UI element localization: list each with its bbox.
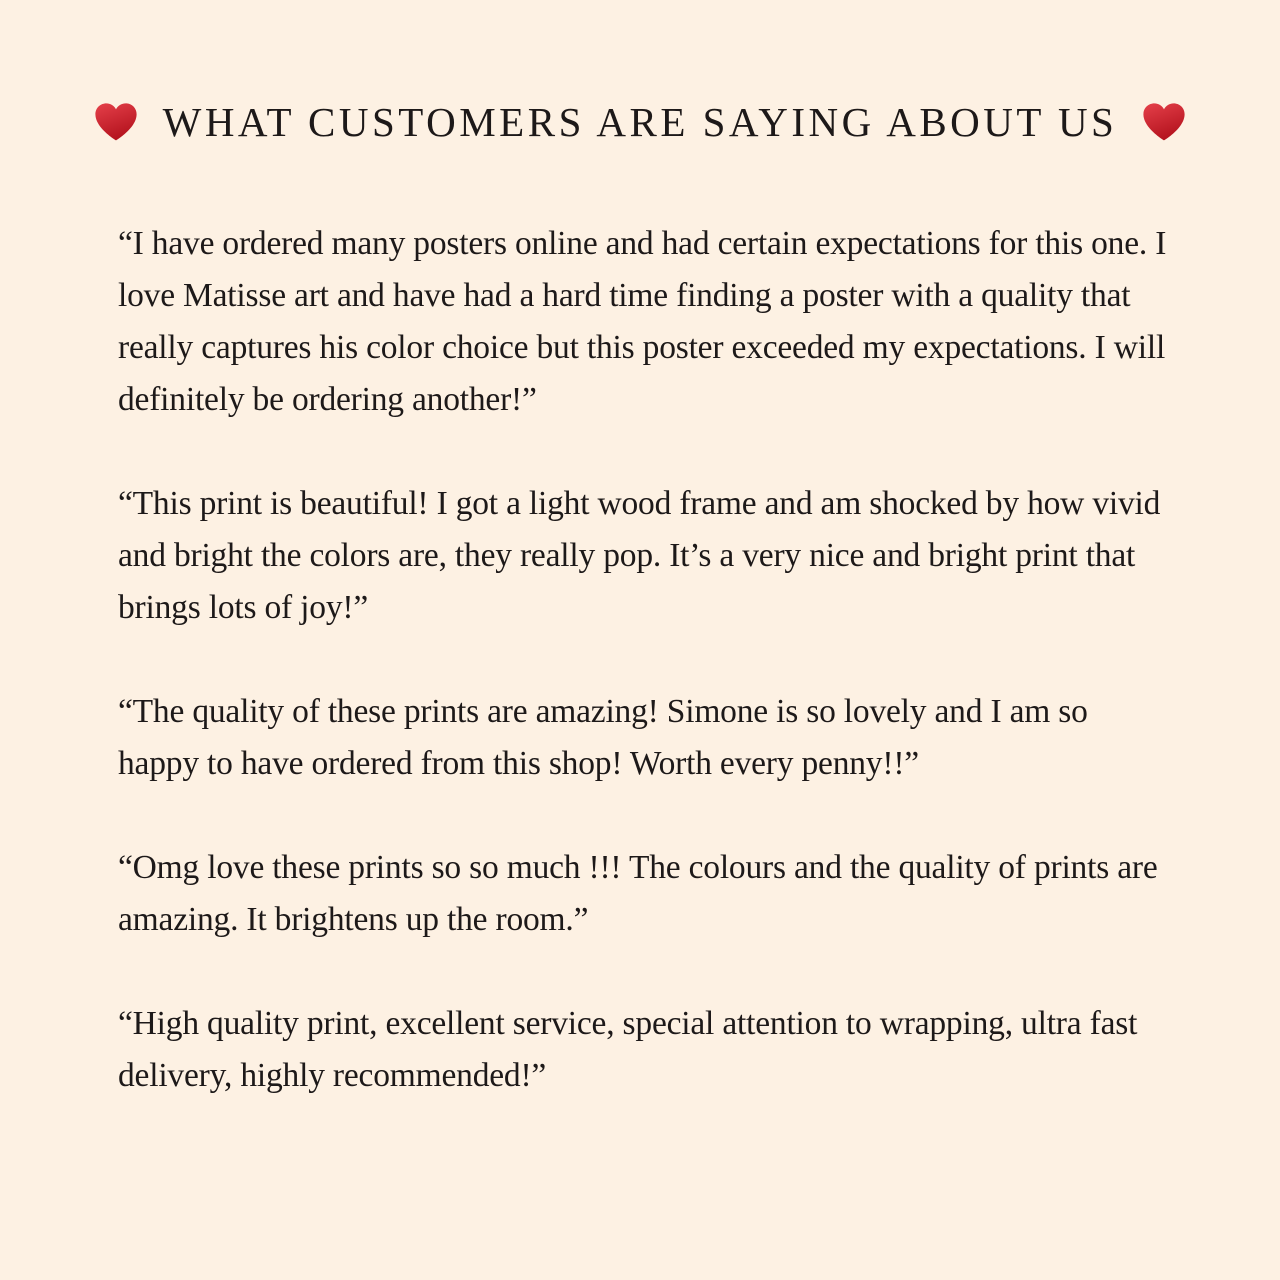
review-quote: “This print is beautiful! I got a light wood frame and am shocked by how vivid and bright the colors are, they really pop. It’s a very nice and bright print that brings lots of joy!” [118,485,1161,626]
reviews-list [118,218,1172,1102]
review-quote: “I have ordered many posters online and had certain expectations for this one. I love Matisse art and have had a hard time finding a poster with a quality that really captures his color choice but this poster exceeded my expectations. I will definitely be ordering another!” [118,225,1167,418]
review-quote: “High quality print, excellent service, special attention to wrapping, ultra fast delivery, highly recommended!” [118,1005,1138,1094]
heart-icon [1143,102,1185,142]
heart-icon [95,102,137,142]
header [0,0,1280,146]
review-quote: “Omg love these prints so so much !!! The colours and the quality of prints are amazing. It brightens up the room.” [118,849,1158,938]
page-title: WHAT CUSTOMERS ARE SAYING ABOUT US [162,99,1118,145]
review-quote: “The quality of these prints are amazing! Simone is so lovely and I am so happy to have ordered from this shop! Worth every penny!!” [118,693,1088,782]
